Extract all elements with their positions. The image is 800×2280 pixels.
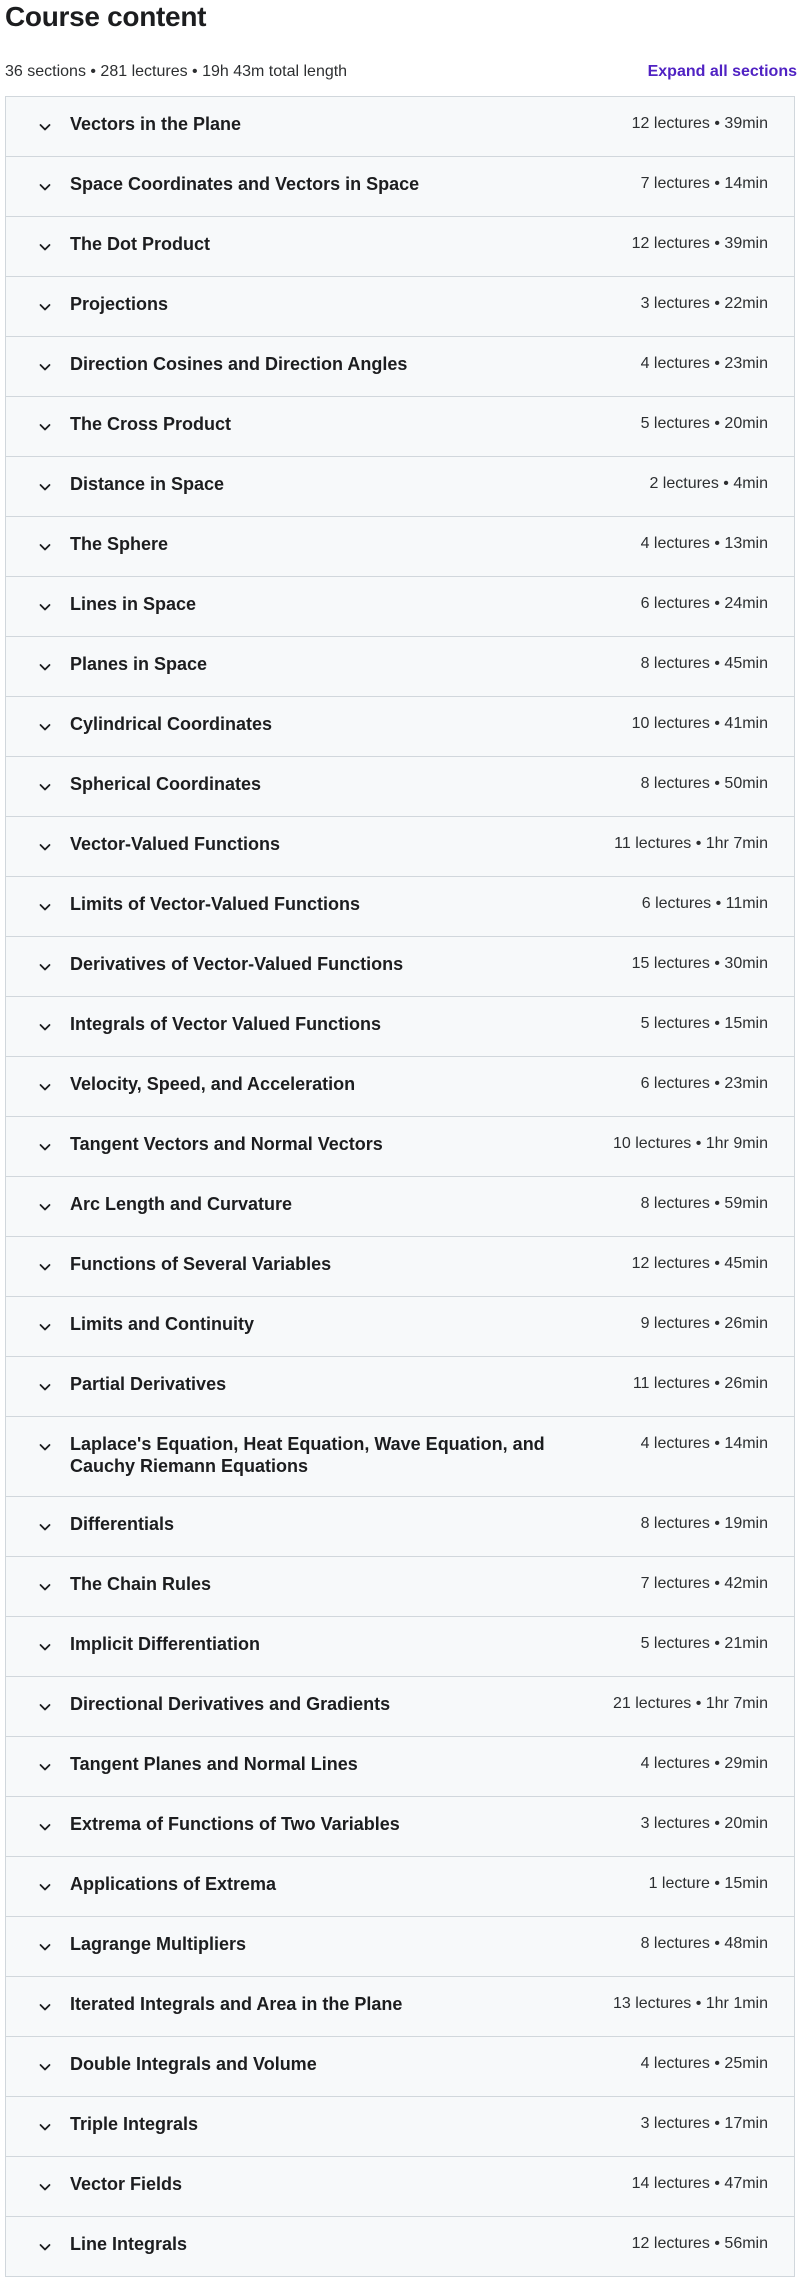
section-row[interactable] xyxy=(6,997,794,1057)
chevron-down-icon xyxy=(37,1259,53,1275)
course-summary-row xyxy=(0,60,800,84)
section-title: Extrema of Functions of Two Variables xyxy=(70,1814,400,1834)
section-title: Planes in Space xyxy=(70,654,208,674)
chevron-down-icon xyxy=(37,1879,53,1895)
section-meta: 11 lectures • 1hr 7min xyxy=(614,835,768,852)
section-row[interactable] xyxy=(6,1117,794,1177)
section-title: Applications of Extrema xyxy=(70,1874,277,1894)
section-row[interactable] xyxy=(6,2217,794,2277)
section-meta: 4 lectures • 14min xyxy=(640,1435,768,1452)
course-summary: 36 sections • 281 lectures • 19h 43m total length xyxy=(5,63,348,80)
chevron-down-icon xyxy=(37,1439,53,1455)
section-title: Laplace's Equation, Heat Equation, Wave Equation, and Cauchy Riemann Equations xyxy=(70,1434,545,1476)
section-row[interactable] xyxy=(6,217,794,277)
section-meta: 5 lectures • 21min xyxy=(640,1635,768,1652)
section-title: Spherical Coordinates xyxy=(70,774,262,794)
chevron-down-icon xyxy=(37,1939,53,1955)
section-row[interactable] xyxy=(6,937,794,997)
section-row[interactable] xyxy=(6,1977,794,2037)
section-row[interactable] xyxy=(6,457,794,517)
section-list xyxy=(5,96,795,2277)
chevron-down-icon xyxy=(37,2059,53,2075)
section-title: Differentials xyxy=(70,1514,175,1534)
section-title: Distance in Space xyxy=(70,474,225,494)
section-meta: 6 lectures • 23min xyxy=(640,1075,768,1092)
section-title: Tangent Planes and Normal Lines xyxy=(70,1754,358,1774)
section-meta: 5 lectures • 20min xyxy=(640,415,768,432)
section-row[interactable] xyxy=(6,517,794,577)
section-row[interactable] xyxy=(6,1297,794,1357)
section-row[interactable] xyxy=(6,337,794,397)
chevron-down-icon xyxy=(37,1019,53,1035)
section-title: Functions of Several Variables xyxy=(70,1254,332,1274)
section-row[interactable] xyxy=(6,2157,794,2217)
section-row[interactable] xyxy=(6,277,794,337)
chevron-down-icon xyxy=(37,659,53,675)
section-row[interactable] xyxy=(6,1737,794,1797)
chevron-down-icon xyxy=(37,299,53,315)
section-meta: 10 lectures • 41min xyxy=(631,715,768,732)
section-meta: 2 lectures • 4min xyxy=(649,475,768,492)
section-row[interactable] xyxy=(6,757,794,817)
section-meta: 8 lectures • 45min xyxy=(640,655,768,672)
section-title: Limits and Continuity xyxy=(70,1314,254,1334)
chevron-down-icon xyxy=(37,2179,53,2195)
section-row[interactable] xyxy=(6,1417,794,1497)
section-row[interactable] xyxy=(6,1797,794,1857)
section-title: Projections xyxy=(70,294,169,314)
chevron-down-icon xyxy=(37,179,53,195)
section-title: The Dot Product xyxy=(70,234,210,254)
chevron-down-icon xyxy=(37,1699,53,1715)
chevron-down-icon xyxy=(37,779,53,795)
chevron-down-icon xyxy=(37,1319,53,1335)
chevron-down-icon xyxy=(37,239,53,255)
chevron-down-icon xyxy=(37,1999,53,2015)
section-title: Double Integrals and Volume xyxy=(70,2054,317,2074)
section-meta: 21 lectures • 1hr 7min xyxy=(612,1695,768,1712)
chevron-down-icon xyxy=(37,359,53,375)
chevron-down-icon xyxy=(37,539,53,555)
section-row[interactable] xyxy=(6,97,794,157)
section-row[interactable] xyxy=(6,1177,794,1237)
chevron-down-icon xyxy=(37,1379,53,1395)
chevron-down-icon xyxy=(37,2119,53,2135)
section-meta: 12 lectures • 39min xyxy=(631,235,768,252)
section-title: Cylindrical Coordinates xyxy=(70,714,273,734)
section-meta: 9 lectures • 26min xyxy=(640,1315,768,1332)
section-row[interactable] xyxy=(6,697,794,757)
section-title: Space Coordinates and Vectors in Space xyxy=(70,174,420,194)
section-title: Lines in Space xyxy=(70,594,197,614)
section-meta: 3 lectures • 22min xyxy=(640,295,768,312)
section-row[interactable] xyxy=(6,817,794,877)
section-row[interactable] xyxy=(6,577,794,637)
section-title: Integrals of Vector Valued Functions xyxy=(70,1014,382,1034)
chevron-down-icon xyxy=(37,1579,53,1595)
section-title: Directional Derivatives and Gradients xyxy=(70,1694,391,1714)
section-title: Arc Length and Curvature xyxy=(70,1194,293,1214)
section-row[interactable] xyxy=(6,157,794,217)
section-meta: 4 lectures • 29min xyxy=(640,1755,768,1772)
section-row[interactable] xyxy=(6,1857,794,1917)
chevron-down-icon xyxy=(37,839,53,855)
section-row[interactable] xyxy=(6,1917,794,1977)
section-title: Partial Derivatives xyxy=(70,1374,227,1394)
section-meta: 10 lectures • 1hr 9min xyxy=(612,1135,768,1152)
chevron-down-icon xyxy=(37,479,53,495)
section-title: Direction Cosines and Direction Angles xyxy=(70,354,408,374)
section-title: Line Integrals xyxy=(70,2234,188,2254)
section-row[interactable] xyxy=(6,1617,794,1677)
section-meta: 8 lectures • 59min xyxy=(640,1195,768,1212)
section-title: Vector Fields xyxy=(70,2174,183,2194)
section-meta: 6 lectures • 24min xyxy=(640,595,768,612)
section-title: The Chain Rules xyxy=(70,1574,212,1594)
section-meta: 4 lectures • 25min xyxy=(640,2055,768,2072)
chevron-down-icon xyxy=(37,1519,53,1535)
section-title: The Sphere xyxy=(70,534,169,554)
section-row[interactable] xyxy=(6,2097,794,2157)
expand-all-sections-button[interactable]: Expand all sections xyxy=(648,60,797,84)
section-meta: 12 lectures • 39min xyxy=(631,115,768,132)
section-title: Vectors in the Plane xyxy=(70,114,242,134)
section-meta: 8 lectures • 50min xyxy=(640,775,768,792)
page-title: Course content xyxy=(5,1,207,32)
section-title: The Cross Product xyxy=(70,414,232,434)
section-row[interactable] xyxy=(6,397,794,457)
chevron-down-icon xyxy=(37,1819,53,1835)
section-row[interactable] xyxy=(6,1497,794,1557)
chevron-down-icon xyxy=(37,719,53,735)
chevron-down-icon xyxy=(37,1199,53,1215)
section-title: Implicit Differentiation xyxy=(70,1634,261,1654)
section-meta: 4 lectures • 23min xyxy=(640,355,768,372)
section-title: Triple Integrals xyxy=(70,2114,199,2134)
chevron-down-icon xyxy=(37,1759,53,1775)
section-meta: 3 lectures • 20min xyxy=(640,1815,768,1832)
chevron-down-icon xyxy=(37,959,53,975)
section-meta: 5 lectures • 15min xyxy=(640,1015,768,1032)
section-meta: 12 lectures • 56min xyxy=(631,2235,768,2252)
section-title: Iterated Integrals and Area in the Plane xyxy=(70,1994,403,2014)
section-meta: 14 lectures • 47min xyxy=(631,2175,768,2192)
chevron-down-icon xyxy=(37,419,53,435)
chevron-down-icon xyxy=(37,1079,53,1095)
chevron-down-icon xyxy=(37,2239,53,2255)
section-row[interactable] xyxy=(6,1237,794,1297)
section-meta: 8 lectures • 19min xyxy=(640,1515,768,1532)
chevron-down-icon xyxy=(37,899,53,915)
section-title: Tangent Vectors and Normal Vectors xyxy=(70,1134,383,1154)
section-row[interactable] xyxy=(6,637,794,697)
section-title: Limits of Vector-Valued Functions xyxy=(70,894,361,914)
section-meta: 7 lectures • 14min xyxy=(640,175,768,192)
section-meta: 6 lectures • 11min xyxy=(641,895,768,912)
chevron-down-icon xyxy=(37,119,53,135)
section-meta: 4 lectures • 13min xyxy=(640,535,768,552)
section-meta: 12 lectures • 45min xyxy=(631,1255,768,1272)
section-title: Velocity, Speed, and Acceleration xyxy=(70,1074,356,1094)
section-title: Vector-Valued Functions xyxy=(70,834,281,854)
section-meta: 3 lectures • 17min xyxy=(640,2115,768,2132)
chevron-down-icon xyxy=(37,1639,53,1655)
section-meta: 11 lectures • 26min xyxy=(632,1375,768,1392)
section-meta: 13 lectures • 1hr 1min xyxy=(612,1995,768,2012)
section-title: Derivatives of Vector-Valued Functions xyxy=(70,954,404,974)
section-row[interactable] xyxy=(6,1677,794,1737)
section-meta: 8 lectures • 48min xyxy=(640,1935,768,1952)
section-row[interactable] xyxy=(6,1357,794,1417)
section-meta: 15 lectures • 30min xyxy=(631,955,768,972)
chevron-down-icon xyxy=(37,1139,53,1155)
section-meta: 1 lecture • 15min xyxy=(648,1875,768,1892)
section-meta: 7 lectures • 42min xyxy=(640,1575,768,1592)
section-row[interactable] xyxy=(6,877,794,937)
section-row[interactable] xyxy=(6,1557,794,1617)
section-title: Lagrange Multipliers xyxy=(70,1934,247,1954)
chevron-down-icon xyxy=(37,599,53,615)
section-row[interactable] xyxy=(6,1057,794,1117)
section-row[interactable] xyxy=(6,2037,794,2097)
